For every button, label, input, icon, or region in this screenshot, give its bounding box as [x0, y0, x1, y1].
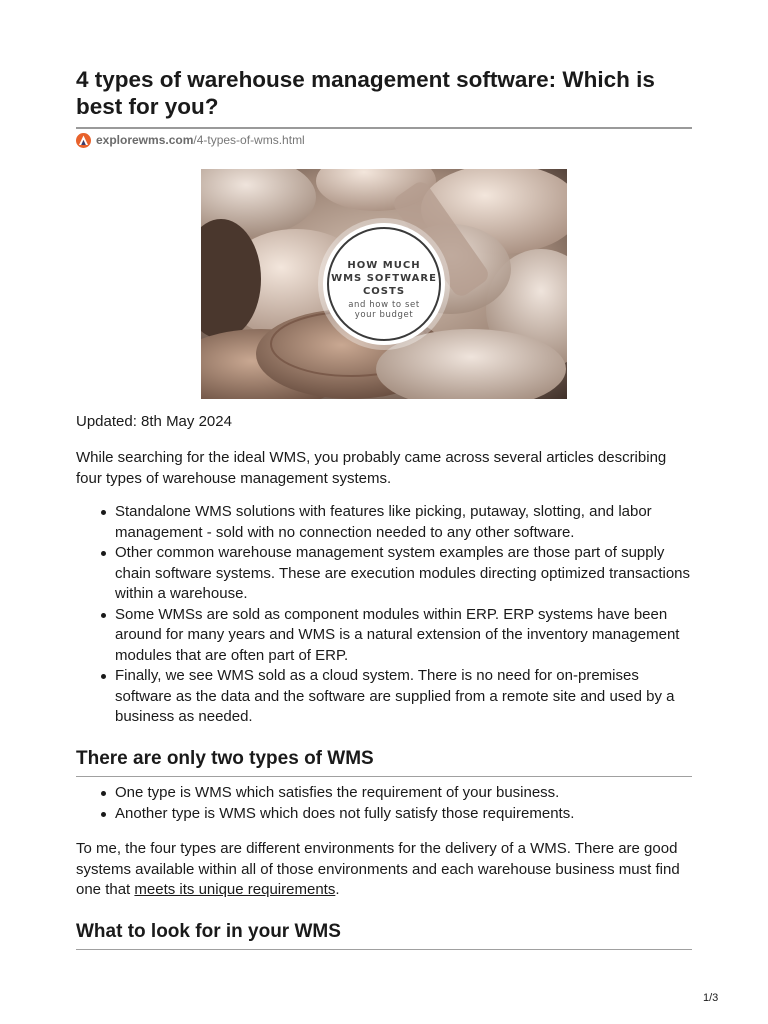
article-title: 4 types of warehouse management software: Which is best for you? [76, 67, 655, 119]
coins-photo [201, 169, 567, 399]
title-divider [76, 127, 692, 129]
updated-date: Updated: 8th May 2024 [76, 413, 232, 430]
paragraph-text: To me, the four types are different environments for the delivery of a WMS. There are good systems available within all of those environments and each warehouse business must find one that [76, 840, 680, 898]
section-heading: There are only two types of WMS [76, 748, 374, 769]
unique-requirements-link[interactable]: meets its unique requirements [134, 881, 336, 898]
badge-line-1: HOW MUCH [347, 260, 421, 271]
badge-sub-2: your budget [354, 310, 414, 320]
environments-paragraph [76, 839, 692, 901]
list-item: Some WMSs are sold as component modules within ERP. ERP systems have been around for many years and WMS is a natural extension of the inventory management modules that are often part of ERP. [115, 605, 692, 667]
list-item: Standalone WMS solutions with features like picking, putaway, slotting, and labor management - sold with no connection needed to any other software. [115, 502, 692, 543]
wms-types-list [76, 502, 692, 728]
paragraph-end: . [335, 881, 340, 898]
section-divider [76, 949, 692, 950]
source-domain-link[interactable]: explorewms.com [96, 133, 194, 147]
source-line [76, 132, 305, 148]
explorewms-logo-icon [76, 133, 91, 148]
list-item: Other common warehouse management system examples are those part of supply chain software systems. These are execution modules directing optimized transactions within a warehouse. [115, 543, 692, 605]
page-number: 1/3 [703, 992, 719, 1004]
source-path-link[interactable]: /4-types-of-wms.html [193, 133, 305, 147]
two-types-list [76, 783, 692, 824]
section-divider [76, 776, 692, 777]
intro-paragraph: While searching for the ideal WMS, you probably came across several articles describing four types of warehouse management systems. [76, 449, 667, 487]
list-item: One type is WMS which satisfies the requirement of your business. [115, 783, 692, 804]
badge-sub-1: and how to set [348, 300, 420, 310]
badge-line-2: WMS SOFTWARE [331, 273, 437, 284]
badge-line-3: COSTS [362, 286, 406, 297]
hero-image [201, 169, 567, 399]
section-heading: What to look for in your WMS [76, 921, 341, 942]
list-item: Finally, we see WMS sold as a cloud system. There is no need for on-premises software as the data and the software are supplied from a remote site and used by a business as needed. [115, 666, 692, 728]
list-item: Another type is WMS which does not fully satisfy those requirements. [115, 804, 692, 825]
